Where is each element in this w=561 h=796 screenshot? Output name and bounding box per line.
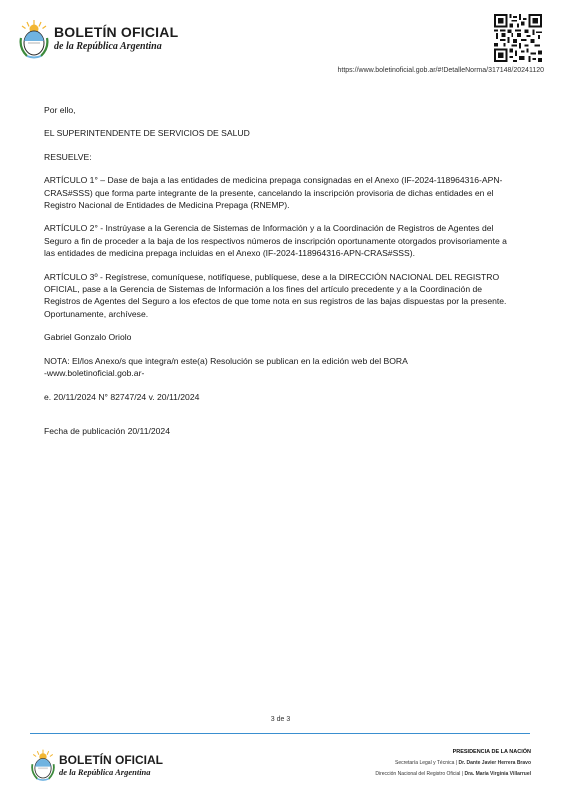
articulo-1: ARTÍCULO 1° – Dase de baja a las entidades de medicina prepaga consignadas en el Anexo (IF-2024-118964316-APN-CRAS#SSS) que forma parte integrante de la presente, cancelando la inscripción provisoria de dichas entidades en el Registro Nacional de Entidades de Medicina Prepaga (RNEMP). — [44, 175, 503, 211]
qr-code-icon[interactable] — [494, 14, 542, 62]
credit-2-name: Dra. María Virginia Villarruel — [464, 771, 531, 777]
edition-info: e. 20/11/2024 N° 82747/24 v. 20/11/2024 — [44, 391, 200, 402]
presidencia: PRESIDENCIA DE LA NACIÓN — [452, 749, 531, 755]
publication-date: Fecha de publicación 20/11/2024 — [44, 425, 170, 436]
boletin-logo[interactable] — [18, 18, 178, 60]
footer-brand: BOLETÍN OFICIAL — [59, 752, 163, 767]
nota — [44, 355, 514, 380]
resuelve: RESUELVE: — [44, 151, 92, 162]
por-ello: Por ello, — [44, 105, 76, 115]
articulo-2: ARTÍCULO 2° - Instrúyase a la Gerencia de Sistemas de Información y a la Coordinación de Registros de Agentes del Seguro a fin de proceder a la baja de los respectivos números de inscripción oportunamente otorgados provisoriamente a las entidades de medicina prepaga incluidas en el Anexo (IF-2024-118964316-APN-CRAS#SSS). — [44, 223, 507, 259]
page-number: 3 de 3 — [270, 716, 291, 723]
page-header — [0, 0, 561, 90]
credit-2-label: Dirección Nacional del Registro Oficial — [375, 771, 461, 777]
credit-1-label: Secretaría Legal y Técnica — [394, 760, 455, 766]
logo-text — [54, 25, 178, 53]
credit-line-2: Dirección Nacional del Registro Oficial | Dra. María Virginia Villarruel — [375, 771, 531, 777]
footer-credits — [375, 747, 531, 780]
footer-divider — [30, 733, 530, 734]
articulo-3: ARTÍCULO 3º - Regístrese, comuníquese, notifíquese, publíquese, dese a la DIRECCIÓN NACIONAL DEL REGISTRO OFICIAL, pase a la Gerencia de Sistemas de Información a los fines del artículo precedente y a la Coordinación de Registros de Agentes del Seguro a los efectos de que tome nota en sus registros de las bajas dispuestas por la presente. Oportunamente, archívese. — [44, 271, 507, 319]
credit-line-1: Secretaría Legal y Técnica | Dr. Dante Javier Herrera Bravo — [394, 760, 531, 766]
document-url[interactable]: https://www.boletinoficial.gob.ar/#!DetalleNorma/317148/20241120 — [337, 67, 544, 74]
footer-logo[interactable] — [30, 747, 163, 783]
nota-line-2: -www.boletinoficial.gob.ar- — [44, 368, 145, 379]
footer-logo-text — [59, 754, 163, 777]
logo-subtitle: de la República Argentina — [54, 41, 162, 52]
signatory: Gabriel Gonzalo Oriolo — [44, 332, 132, 343]
coat-of-arms-icon — [18, 18, 50, 60]
credit-1-name: Dr. Dante Javier Herrera Bravo — [458, 760, 531, 766]
footer-subtitle: de la República Argentina — [59, 766, 151, 777]
authority: EL SUPERINTENDENTE DE SERVICIOS DE SALUD — [44, 128, 250, 139]
nota-line-1: NOTA: El/los Anexo/s que integra/n este(a) Resolución se publican en la edición web del BORA — [44, 355, 408, 366]
logo-brand: BOLETÍN OFICIAL — [54, 24, 179, 40]
document-body — [44, 104, 514, 448]
coat-of-arms-icon — [30, 747, 56, 783]
